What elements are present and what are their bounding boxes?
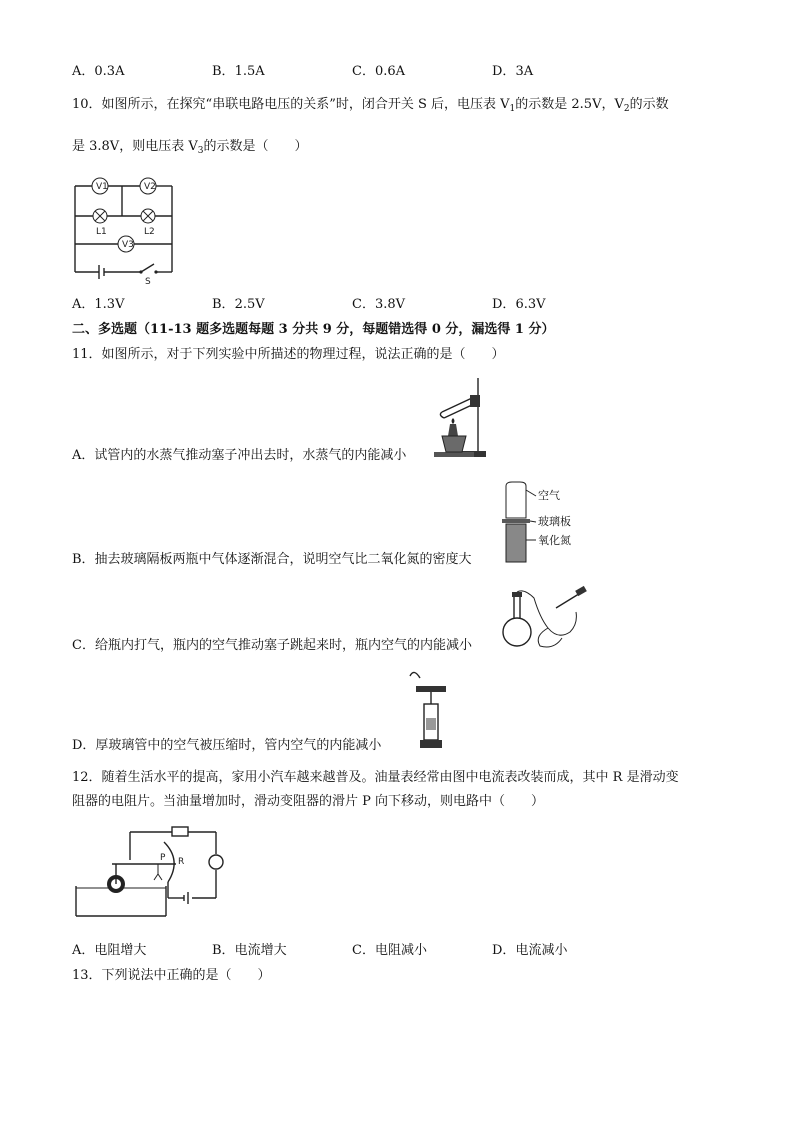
q9-option-c: C．0.6A	[352, 64, 406, 79]
q11-steam-tube-figure	[432, 376, 488, 460]
air-label: 空气	[538, 489, 560, 502]
q12-option-a: A．电阻增大	[72, 943, 147, 958]
q11-diffusion-jars-figure	[498, 482, 580, 566]
q11-option-c: C．给瓶内打气，瓶内的空气推动塞子跳起来时，瓶内空气的内能减小	[72, 638, 472, 653]
q11-option-d: D．厚玻璃管中的空气被压缩时，管内空气的内能减小	[72, 738, 382, 753]
q12-option-b: B．电流增大	[212, 943, 287, 958]
r-label: R	[178, 857, 185, 867]
q10-option-d: D．6.3V	[492, 297, 546, 312]
p-label: P	[160, 853, 166, 863]
q10-stem-line1: 10．如图所示，在探究“串联电路电压的关系”时，闭合开关 S 后，电压表 $V_1$的示数是 2.5V，$V_2$的示数	[72, 97, 669, 114]
q12-stem-line2: 阻器的电阻片。当油量增加时，滑动变阻器的滑片 P 向下移动，则电路中（ ）	[72, 794, 545, 809]
v1-label: V1	[96, 182, 108, 192]
q9-option-b: B．1.5A	[212, 64, 265, 79]
glass-plate-label: 玻璃板	[538, 515, 571, 528]
v2-label: V2	[144, 182, 156, 192]
l2-label: L2	[144, 227, 155, 237]
switch-icon	[141, 264, 154, 272]
q12-option-d: D．电流减小	[492, 943, 568, 958]
q12-oil-gauge-figure	[72, 820, 224, 926]
q10-stem-line2: 是 3.8V，则电压表 $V_3$的示数是（ ）	[72, 139, 308, 156]
q10-option-b: B．2.5V	[212, 297, 265, 312]
s-label: S	[145, 277, 151, 287]
q11-option-b: B．抽去玻璃隔板两瓶中气体逐渐混合，说明空气比二氧化氮的密度大	[72, 552, 472, 567]
q11-stem: 11．如图所示，对于下列实验中所描述的物理过程，说法正确的是（ ）	[72, 347, 505, 362]
section2-heading: 二、多选题（11-13 题多选题每题 3 分共 9 分，每题错选得 0 分，漏选得 1 分）	[72, 322, 555, 337]
no2-label: 氧化氮	[538, 534, 571, 547]
q11-compression-tube-figure	[406, 668, 446, 752]
ammeter-icon	[209, 855, 223, 869]
q10-option-a: A．1.3V	[72, 297, 125, 312]
q11-option-a: A．试管内的水蒸气推动塞子冲出去时，水蒸气的内能减小	[72, 448, 407, 463]
l1-label: L1	[96, 227, 107, 237]
q10-option-c: C．3.8V	[352, 297, 406, 312]
q12-stem-line1: 12．随着生活水平的提高，家用小汽车越来越普及。油量表经常由图中电流表改装而成，其中 R 是滑动变	[72, 770, 679, 785]
q9-option-d: D．3A	[492, 64, 534, 79]
q13-stem: 13．下列说法中正确的是（ ）	[72, 968, 271, 983]
q11-flask-pump-figure	[504, 588, 588, 650]
q12-option-c: C．电阻减小	[352, 943, 427, 958]
v3-label: V3	[122, 240, 134, 250]
q9-option-a: A．0.3A	[72, 64, 125, 79]
q10-circuit-figure	[72, 176, 176, 287]
